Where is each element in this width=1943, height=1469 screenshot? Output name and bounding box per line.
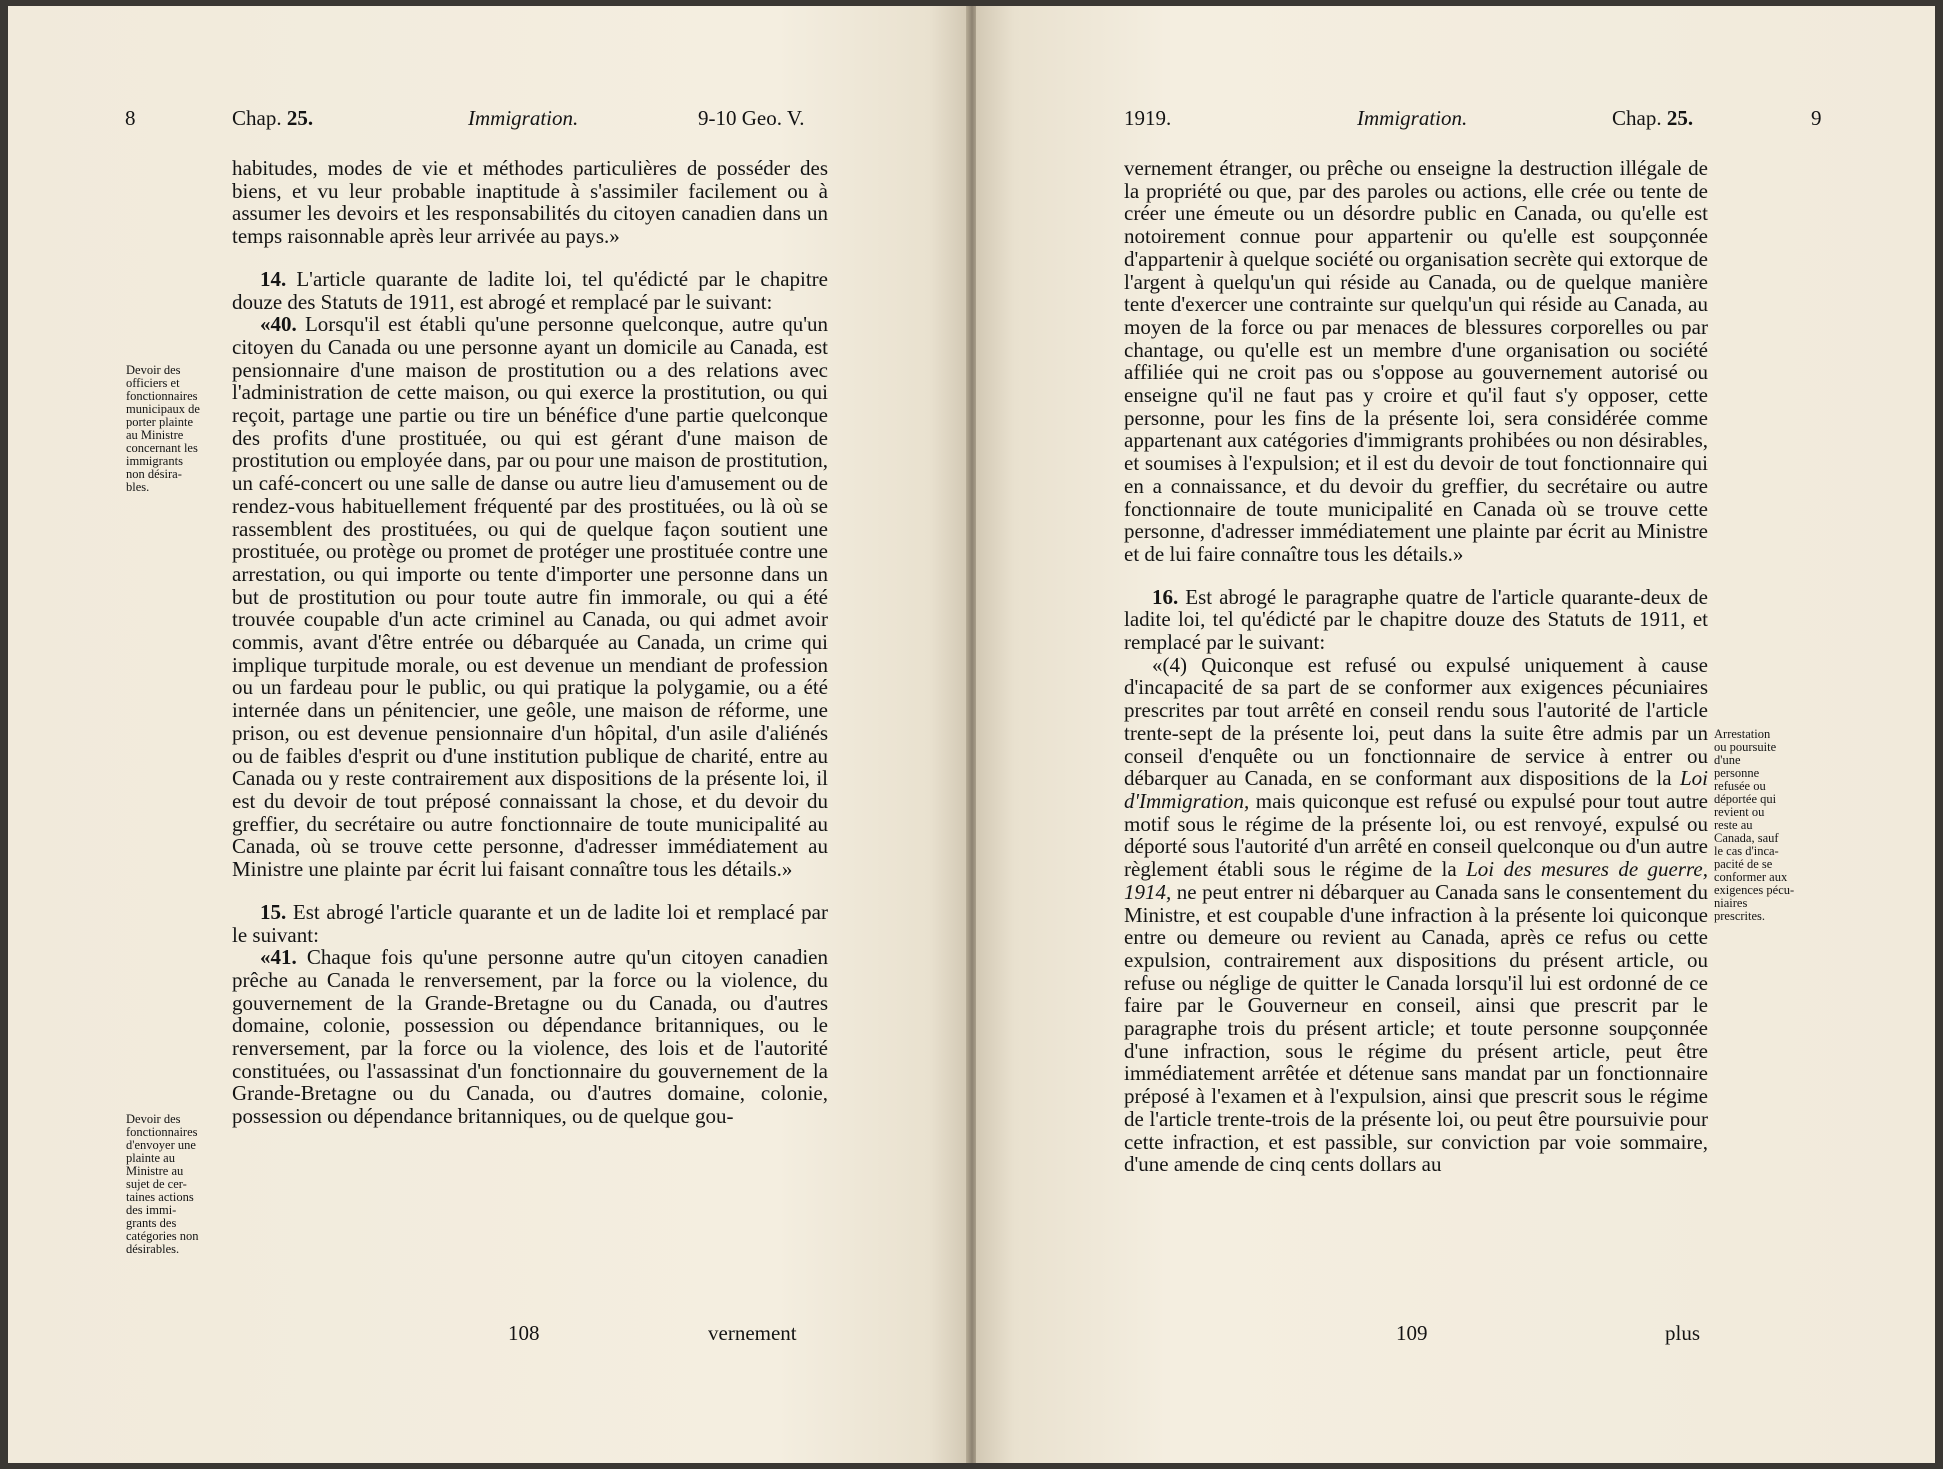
folio: 108	[508, 1321, 540, 1345]
folio: 109	[1396, 1321, 1428, 1345]
chapter-label: Chap. 25.	[1612, 106, 1694, 130]
page-right	[976, 6, 1935, 1463]
year: 1919.	[1124, 106, 1172, 130]
book-spread	[8, 6, 1935, 1463]
running-title: Immigration.	[1357, 106, 1468, 130]
running-title: Immigration.	[468, 106, 579, 130]
marginal-note: Devoir des officiers et fonctionnaires municipaux de porter plainte au Ministre concernant les immigrants non désira- bles.	[126, 363, 200, 494]
paragraph: 14. L'article quarante de ladite loi, tel qu'édicté par le chapitre douze des Statuts de 1911, est abrogé et remplacé par le suivant:	[232, 266, 828, 314]
body-text-right	[1124, 157, 1708, 1176]
page-number: 8	[125, 106, 136, 130]
paragraph: 16. Est abrogé le paragraphe quatre de l'article quarante-deux de ladite loi, tel qu'édicté par le chapitre douze des Statuts de 1911, et remplacé par le suivant:	[1124, 584, 1708, 655]
section-number: 16.	[1152, 584, 1179, 609]
catchword: vernement	[708, 1321, 797, 1345]
section-number: 15.	[260, 899, 287, 924]
chapter-label: Chap. 25.	[232, 106, 314, 130]
section-number: 14.	[260, 266, 287, 291]
paragraph: «40. Lorsqu'il est établi qu'une personne quelconque, autre qu'un citoyen du Canada ou une personne ayant un domicile au Canada, est pensionnaire d'une maison de prostitution ou a des relations avec l'administration de cette maison, ou qui exerce la prostitution, ou qui reçoit, partage une partie ou tire un bénéfice d'une partie quelconque des profits d'une prostituée, ou qui est gérant d'une maison de prostitution ou employée dans, par ou pour une maison de prostitution, un café-concert ou une salle de danse ou autre lieu d'amusement ou de rendez-vous habituellement fréquenté par des prostituées, ou là où se rassemblent des prostituées, ou qui de quelque façon soutient une prostituée, ou protège ou promet de protéger une prostituée contre une arrestation, ou qui importe ou tente d'importer une personne dans un but de prostitution ou pour toute autre fin immorale, ou qui a été trouvée coupable d'un acte criminel au Canada, ou qui admet avoir commis, avant d'être entrée ou débarquée au Canada, un crime qui implique turpitude morale, ou est devenue un mendiant de profession ou un fardeau pour le public, ou qui pratique la polygamie, ou a été internée dans un pénitencier, une geôle, une maison de réforme, une prison, ou est devenue pensionnaire d'un hôpital, d'un asile d'aliénés ou de faibles d'esprit ou d'une institution publique de charité, entre au Canada ou y reste contrairement aux dispositions de la présente loi, il est du devoir de tout préposé connaissant la chose, et du devoir du greffier, du secrétaire ou autre fonctionnaire de toute municipalité au Canada, où se trouve cette personne, d'adresser immédiatement au Ministre une plainte par écrit lui faisant connaître tous les détails.»	[232, 312, 828, 882]
marginal-note: Devoir des fonctionnaires d'envoyer une plainte au Ministre au sujet de cer- taines actions des immi- grants des catégories non désirables.	[126, 1112, 199, 1256]
running-head-left	[8, 106, 968, 136]
body-text-left	[232, 157, 828, 1128]
section-number: «41.	[260, 945, 297, 970]
subsection-number: «(4)	[1152, 652, 1187, 677]
paragraph: «41. Chaque fois qu'une personne autre qu'un citoyen canadien prêche au Canada le renversement, par la force ou la violence, du gouvernement de la Grande-Bretagne ou du Canada, ou d'autres domaine, colonie, possession ou dépendance britanniques, ou le renversement, par la force ou la violence, des lois et de l'autorité constituées, ou l'assassinat d'un fonctionnaire du gouvernement de la Grande-Bretagne ou du Canada, ou d'autres domaine, colonie, possession ou dépendance britanniques, ou de quelque gou-	[232, 945, 828, 1129]
paragraph: 15. Est abrogé l'article quarante et un de ladite loi et remplacé par le suivant:	[232, 899, 828, 947]
paragraph: vernement étranger, ou prêche ou enseigne la destruction illégale de la propriété ou que, par des paroles ou actions, elle crée ou tente de créer une émeute ou un désordre public en Canada, ou qu'elle est notoirement connue pour appartenir ou qu'elle est soupçonnée d'appartenir à quelque société ou organisation secrète qui extorque de l'argent à quelqu'un qui réside au Canada, ou de quelque manière tente d'exercer une contrainte sur quelqu'un qui réside au Canada, au moyen de la force ou par menaces de blessures corporelles ou par chantage, ou qu'elle est un membre d'une organisation ou société affiliée qui ne croit pas ou s'oppose au gouvernement autorisé ou enseigne qu'il ne faut pas y croire et qu'il faut s'y opposer, cette personne, pour les fins de la présente loi, sera considérée comme appartenant aux catégories d'immigrants prohibées ou non désirables, et soumises à l'expulsion; et il est du devoir de tout fonctionnaire qui en a connaissance, et du devoir du greffier, du secrétaire ou autre fonctionnaire de toute municipalité en Canada où se trouve cette personne, d'adresser immédiatement une plainte par écrit au Ministre et de lui faire connaître tous les détails.»	[1124, 156, 1708, 566]
section-number: «40.	[260, 312, 297, 337]
marginal-note: Arrestation ou poursuite d'une personne refusée ou déportée qui revient ou reste au Canada, sauf le cas d'inca- pacité de se conformer aux exigences pécu- niaires prescrites.	[1714, 727, 1795, 923]
regnal-year: 9-10 Geo. V.	[698, 106, 805, 130]
paragraph: «(4) Quiconque est refusé ou expulsé uniquement à cause d'incapacité de sa part de se conformer aux exigences pécuniaires prescrites par tout arrêté en conseil rendu sous l'autorité de l'article trente-sept de la présente loi, peut dans la suite être admis par un conseil d'enquête ou un fonctionnaire de service à entrer ou débarquer au Canada, en se conformant aux dispositions de la Loi d'Immigration, mais quiconque est refusé ou expulsé pour tout autre motif sous le régime de la présente loi, ou est renvoyé, expulsé ou déporté sous l'autorité d'un arrêté en conseil quelconque ou d'un autre règlement établi sous le régime de la Loi des mesures de guerre, 1914, ne peut entrer ni débarquer au Canada sans le consentement du Ministre, et est coupable d'une infraction à la présente loi quiconque entre ou demeure ou revient au Canada, après ce refus ou cette expulsion, contrairement aux dispositions du présent article, ou refuse ou néglige de quitter le Canada lorsqu'il lui est ordonné de ce faire par le Gouverneur en conseil, ainsi que prescrit par le paragraphe trois du présent article; et toute personne soupçonnée d'une infraction, sous le régime du présent article, peut être immédiatement arrêtée et détenue sans mandat par un fonctionnaire préposé à l'examen et à l'expulsion, ainsi que prescrit sous le régime de l'article trente-trois de la présente loi, ou peut être poursuivie pour cette infraction, et est passible, sur conviction par voie sommaire, d'une amende de cinq cents dollars au	[1124, 652, 1708, 1177]
running-head-right	[976, 106, 1935, 136]
catchword: plus	[1665, 1321, 1701, 1345]
page-number: 9	[1811, 106, 1822, 130]
page-left	[8, 6, 968, 1463]
paragraph: habitudes, modes de vie et méthodes particulières de posséder des biens, et vu leur probable inaptitude à s'assimiler facilement ou à assumer les devoirs et les responsabilités du citoyen canadien dans un temps raisonnable après leur arrivée au pays.»	[232, 156, 828, 249]
